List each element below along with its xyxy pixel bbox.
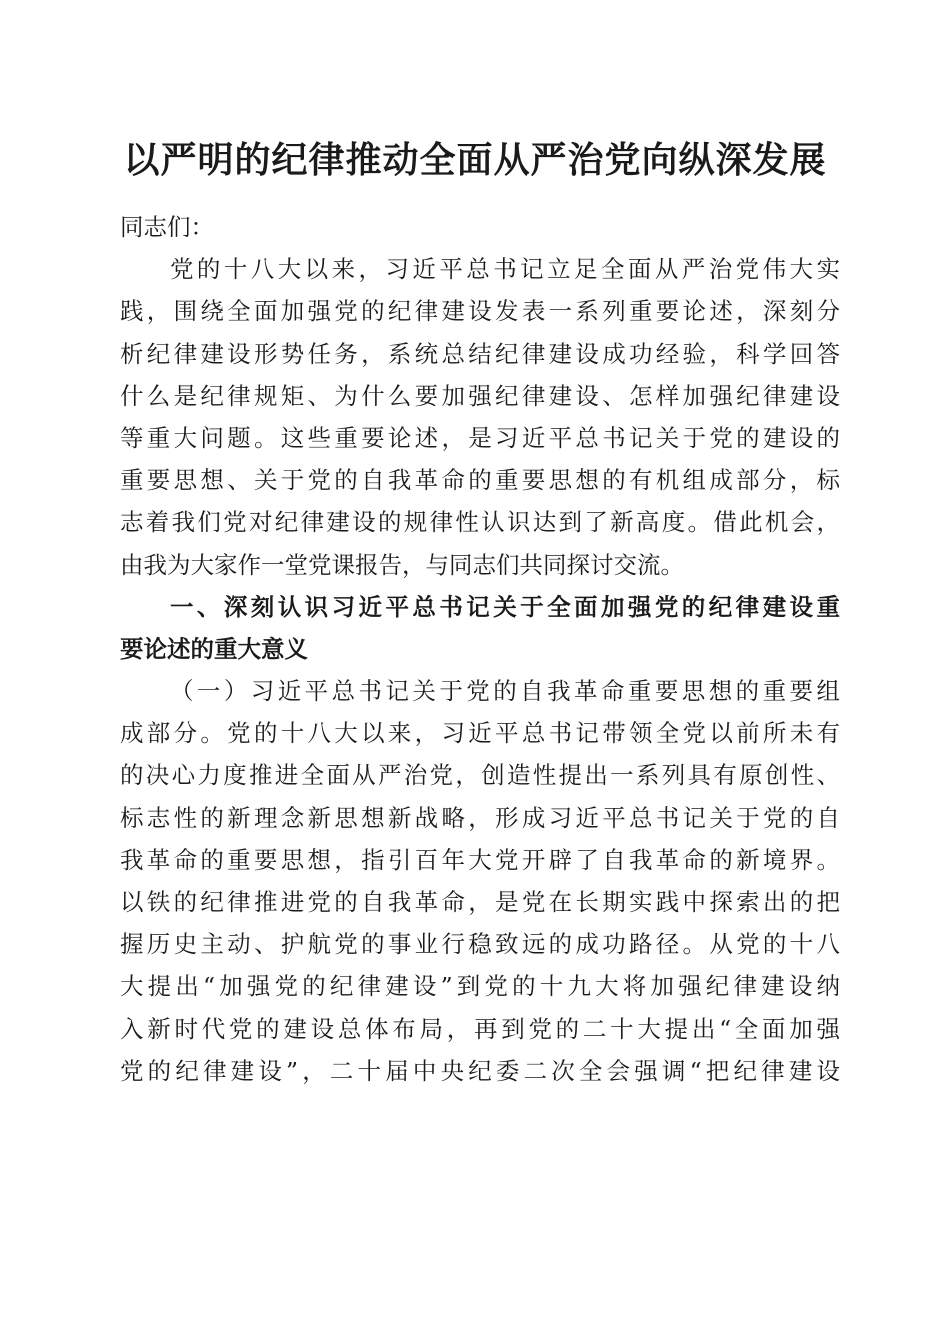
heading-line: 要论述的重大意义	[120, 634, 308, 663]
paragraph-line: 什么是纪律规矩、为什么要加强纪律建设、怎样加强纪律建设	[120, 381, 840, 410]
paragraph-line: 党的纪律建设”，二十届中央纪委二次全会强调“把纪律建设	[120, 1056, 840, 1085]
section-heading	[120, 586, 840, 670]
paragraph-line: 标志性的新理念新思想新战略，形成习近平总书记关于党的自	[120, 803, 840, 832]
paragraph-line: 入新时代党的建设总体布局，再到党的二十大提出“全面加强	[120, 1014, 840, 1043]
paragraph-intro	[120, 248, 840, 586]
paragraph-line: 党的十八大以来，习近平总书记立足全面从严治党伟大实	[170, 255, 840, 284]
paragraph-line: 重要思想、关于党的自我革命的重要思想的有机组成部分，标	[120, 466, 840, 495]
salutation: 同志们：	[120, 213, 214, 241]
document-body	[120, 206, 840, 1092]
paragraph-line: 以铁的纪律推进党的自我革命，是党在长期实践中探索出的把	[120, 888, 840, 916]
document-title: 以严明的纪律推动全面从严治党向纵深发展	[123, 139, 827, 181]
paragraph-line: 践，围绕全面加强党的纪律建设发表一系列重要论述，深刻分	[120, 297, 840, 326]
paragraph-line: 大提出“加强党的纪律建设”到党的十九大将加强纪律建设纳	[120, 972, 840, 1001]
heading-line: 一、深刻认识习近平总书记关于全面加强党的纪律建设重	[170, 592, 840, 621]
paragraph-section-1	[120, 670, 840, 1092]
paragraph-line: 由我为大家作一堂党课报告，与同志们共同探讨交流。	[120, 550, 684, 579]
paragraph-line: 的决心力度推进全面从严治党，创造性提出一系列具有原创性、	[120, 761, 840, 790]
paragraph-line: （一）习近平总书记关于党的自我革命重要思想的重要组	[170, 677, 840, 706]
paragraph-line: 志着我们党对纪律建设的规律性认识达到了新高度。借此机会，	[120, 508, 840, 537]
paragraph-line: 握历史主动、护航党的事业行稳致远的成功路径。从党的十八	[120, 930, 840, 959]
paragraph-line: 我革命的重要思想，指引百年大党开辟了自我革命的新境界。	[120, 845, 840, 874]
paragraph-line: 等重大问题。这些重要论述，是习近平总书记关于党的建设的	[120, 423, 840, 452]
paragraph-line: 成部分。党的十八大以来，习近平总书记带领全党以前所未有	[120, 719, 840, 748]
paragraph-line: 析纪律建设形势任务，系统总结纪律建设成功经验，科学回答	[120, 339, 840, 368]
